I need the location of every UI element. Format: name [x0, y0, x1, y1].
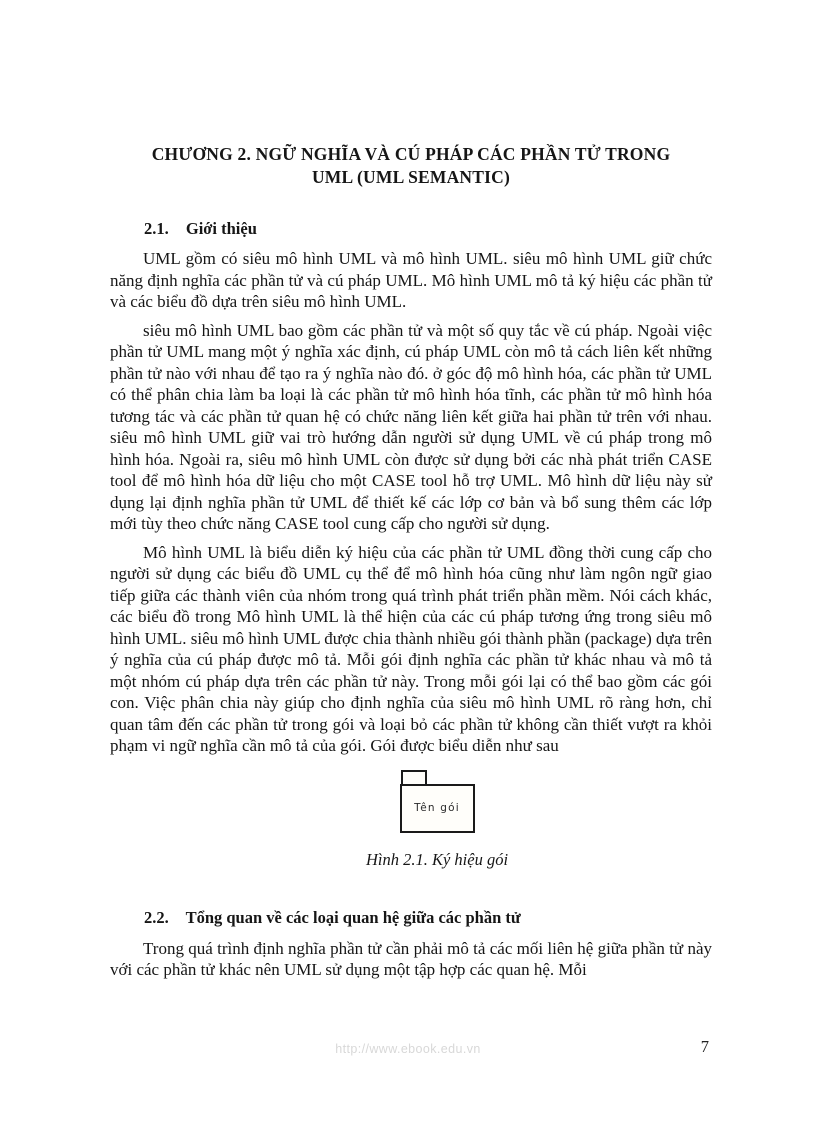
paragraph-intro-3: Mô hình UML là biểu diễn ký hiệu của các phần tử UML đồng thời cung cấp cho người sử dụng các biểu đồ UML cụ thể để mô hình hóa cũng như làm ngôn ngữ giao tiếp giữa các thành viên của nhóm trong quá trình phát triển phần mềm. Nói cách khác, các biểu đồ trong Mô hình UML là thể hiện của các cú pháp tương ứng trong siêu mô hình UML. siêu mô hình UML được chia thành nhiều gói thành phần (package) dựa trên ý nghĩa của cú pháp được mô tả. Mỗi gói định nghĩa các phần tử khác nhau và mô tả một nhóm cú pháp dựa trên các phần tử này. Trong mỗi gói lại có thể bao gồm các gói con. Việc phân chia này giúp cho định nghĩa của siêu mô hình UML rõ ràng hơn, chỉ quan tâm đến các phần tử trong gói và loại bỏ các phần tử không cần thiết vượt ra khỏi phạm vi ngữ nghĩa cần mô tả của gói. Gói được biểu diễn như sau [110, 542, 712, 755]
page-number: 7 [700, 1037, 709, 1056]
section-title: Giới thiệu [185, 219, 257, 238]
section-number: 2.2. [144, 907, 169, 927]
page-content [110, 143, 712, 981]
package-name-label: Tên gói [414, 802, 460, 814]
uml-package-symbol [400, 770, 475, 833]
chapter-title-line-2: UML (UML SEMANTIC) [311, 167, 511, 187]
section-heading-2-2 [110, 907, 712, 928]
chapter-title [110, 143, 712, 189]
package-body-shape [400, 784, 475, 833]
ebook-watermark: http://www.ebook.edu.vn [335, 1042, 481, 1056]
package-tab-shape [401, 770, 427, 784]
paragraph-intro-1: UML gồm có siêu mô hình UML và mô hình UML. siêu mô hình UML giữ chức năng định nghĩa các phần tử và cú pháp UML. Mô hình UML mô tả ký hiệu các phần tử và các biểu đồ dựa trên siêu mô hình UML. [110, 249, 712, 311]
section-title: Tổng quan về các loại quan hệ giữa các phần tử [185, 907, 521, 927]
section-number: 2.1. [144, 219, 169, 238]
figure-2-1 [136, 770, 738, 870]
paragraph-intro-2: siêu mô hình UML bao gồm các phần tử và một số quy tắc về cú pháp. Ngoài việc phần tử UML mang một ý nghĩa xác định, cú pháp UML còn mô tả cách liên kết những phần tử nào với nhau để tạo ra ý nghĩa nào đó. ở góc độ mô hình hóa, các phần tử UML có thể phân chia làm ba loại là các phần tử mô hình hóa tĩnh, các phần tử mô hình hóa tương tác và các phần tử quan hệ có chức năng liên kết giữa hai phần tử trên với nhau. siêu mô hình UML giữ vai trò hướng dẫn người sử dụng UML về cú pháp trong mô hình hóa. Ngoài ra, siêu mô hình UML còn được sử dụng bởi các nhà phát triển CASE tool để mô hình hóa dữ liệu cho một CASE tool hỗ trợ UML. Mô hình dữ liệu này sử dụng lại định nghĩa phần tử UML để thiết kế các lớp cơ bản và bổ sung thêm các lớp mới tùy theo chức năng CASE tool cung cấp cho người sử dụng. [110, 320, 712, 533]
chapter-title-line-1: CHƯƠNG 2. NGỮ NGHĨA VÀ CÚ PHÁP CÁC PHẦN TỬ TRONG [151, 144, 671, 164]
figure-caption: Hình 2.1. Ký hiệu gói [365, 849, 509, 869]
paragraph-relations-1: Trong quá trình định nghĩa phần tử cần phải mô tả các mối liên hệ giữa phần tử này với các phần tử khác nên UML sử dụng một tập hợp các quan hệ. Mỗi [110, 938, 712, 979]
section-heading-2-1 [110, 218, 712, 239]
